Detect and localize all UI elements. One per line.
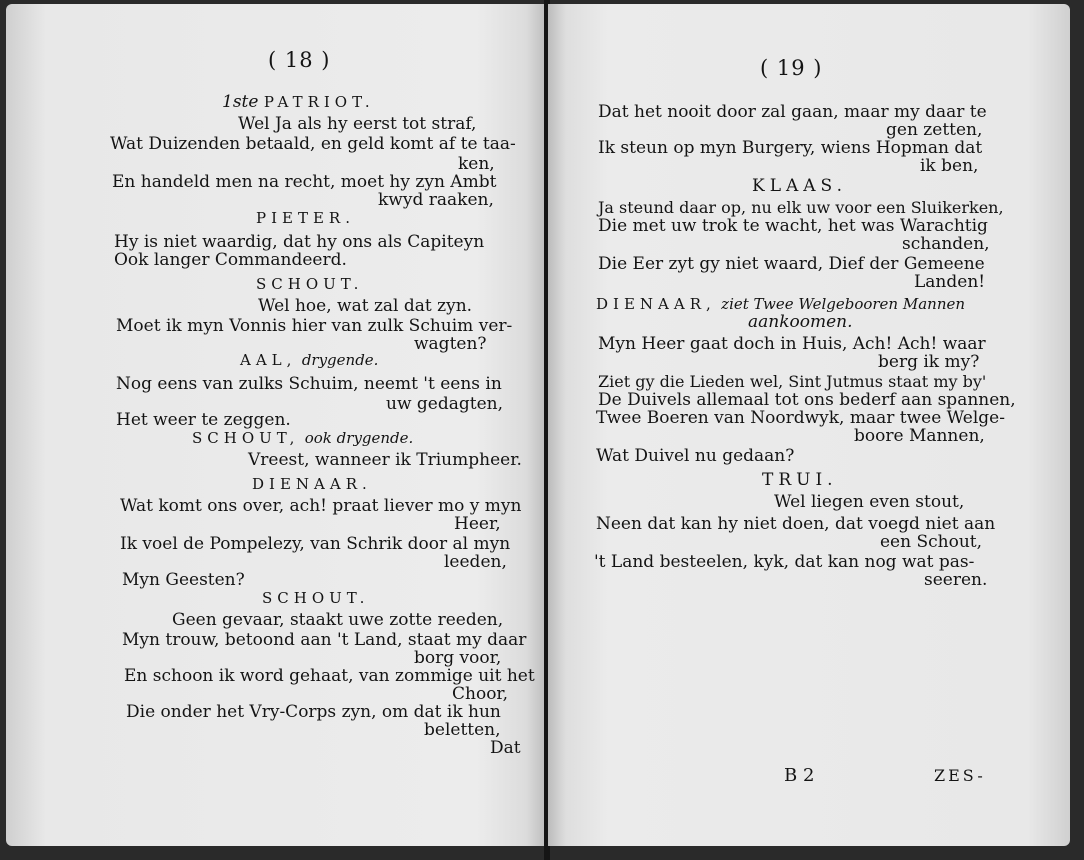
verse-line: Nog eens van zulks Schuim, neemt 't eens in: [116, 374, 502, 394]
verse-line: een Schout,: [880, 532, 983, 552]
verse-line: ken,: [458, 154, 495, 174]
verse-line: Choor,: [452, 684, 509, 704]
verse-line: Twee Boeren van Noordwyk, maar twee Welge-: [596, 408, 1005, 428]
verse-line: borg voor,: [414, 648, 502, 668]
speaker-heading: DIENAAR, ziet Twee Welgebooren Mannen: [596, 295, 966, 313]
verse-line: Die onder het Vry-Corps zyn, om dat ik hun: [126, 702, 501, 722]
verse-line: Landen!: [914, 272, 986, 292]
speaker-heading: 1ste PATRIOT.: [222, 92, 375, 112]
verse-line: En handeld men na recht, moet hy zyn Ambt: [112, 172, 497, 192]
verse-line: uw gedagten,: [386, 394, 503, 414]
speaker-heading: AAL, drygende.: [240, 351, 379, 369]
verse-line: De Duivels allemaal tot ons bederf aan spannen,: [598, 390, 1016, 410]
verse-line: Ik steun op myn Burgery, wiens Hopman dat: [598, 138, 983, 158]
stage-direction: aankoomen.: [748, 312, 853, 332]
verse-line: leeden,: [444, 552, 507, 572]
speaker-heading: KLAAS.: [752, 176, 847, 196]
verse-line: ik ben,: [920, 156, 979, 176]
verse-line: Wat Duivel nu gedaan?: [596, 446, 795, 466]
verse-line: boore Mannen,: [854, 426, 985, 446]
verse-line: Ja steund daar op, nu elk uw voor een Sluikerken,: [598, 198, 1004, 217]
speaker-heading: SCHOUT, ook drygende.: [192, 429, 414, 447]
verse-line: schanden,: [902, 234, 990, 254]
verse-line: 't Land besteelen, kyk, dat kan nog wat pas-: [594, 552, 975, 572]
speaker-heading: PIETER.: [256, 209, 355, 227]
left-page: [6, 4, 546, 846]
speaker-heading: DIENAAR.: [252, 475, 372, 493]
verse-line: Dat het nooit door zal gaan, maar my daar te: [598, 102, 987, 122]
verse-line: seeren.: [924, 570, 988, 590]
verse-line: Wat Duizenden betaald, en geld komt af te taa-: [110, 134, 516, 154]
signature-mark: B 2: [784, 765, 815, 786]
verse-line: Die met uw trok te wacht, het was Warachtig: [598, 216, 988, 236]
verse-line: Myn Geesten?: [122, 570, 245, 590]
verse-line: beletten,: [424, 720, 501, 740]
verse-line: Heer,: [454, 514, 501, 534]
verse-line: Myn trouw, betoond aan 't Land, staat my daar: [122, 630, 527, 650]
verse-line: Wel hoe, wat zal dat zyn.: [258, 296, 473, 316]
verse-line: kwyd raaken,: [378, 190, 494, 210]
speaker-heading: SCHOUT.: [262, 589, 370, 607]
verse-line: Vreest, wanneer ik Triumpheer.: [248, 450, 522, 470]
verse-line: Die Eer zyt gy niet waard, Dief der Gemeene: [598, 254, 985, 274]
verse-line: Wel Ja als hy eerst tot straf,: [238, 114, 477, 134]
verse-line: berg ik my?: [878, 352, 980, 372]
verse-line: Ziet gy die Lieden wel, Sint Jutmus staat my by': [598, 372, 987, 391]
right-page: [548, 4, 1070, 846]
verse-line: En schoon ik word gehaat, van zommige uit het: [124, 666, 535, 686]
verse-line: Moet ik myn Vonnis hier van zulk Schuim ver-: [116, 316, 513, 336]
page-number: ( 19 ): [760, 56, 823, 80]
verse-line: Het weer te zeggen.: [116, 410, 291, 430]
verse-line: Ik voel de Pompelezy, van Schrik door al myn: [120, 534, 511, 554]
verse-line: gen zetten,: [886, 120, 983, 140]
speaker-heading: TRUI.: [762, 470, 838, 490]
speaker-heading: SCHOUT.: [256, 275, 364, 293]
verse-line: wagten?: [414, 334, 487, 354]
verse-line: Myn Heer gaat doch in Huis, Ach! Ach! waar: [598, 334, 986, 354]
verse-line: Wat komt ons over, ach! praat liever mo y myn: [120, 496, 522, 516]
verse-line: Wel liegen even stout,: [774, 492, 965, 512]
verse-line: Hy is niet waardig, dat hy ons als Capiteyn: [114, 232, 485, 252]
catchword: Dat: [490, 738, 521, 758]
catchword: ZES-: [934, 766, 986, 785]
verse-line: Geen gevaar, staakt uwe zotte reeden,: [172, 610, 504, 630]
page-number: ( 18 ): [268, 48, 331, 72]
verse-line: Neen dat kan hy niet doen, dat voegd niet aan: [596, 514, 996, 534]
verse-line: Ook langer Commandeerd.: [114, 250, 347, 270]
